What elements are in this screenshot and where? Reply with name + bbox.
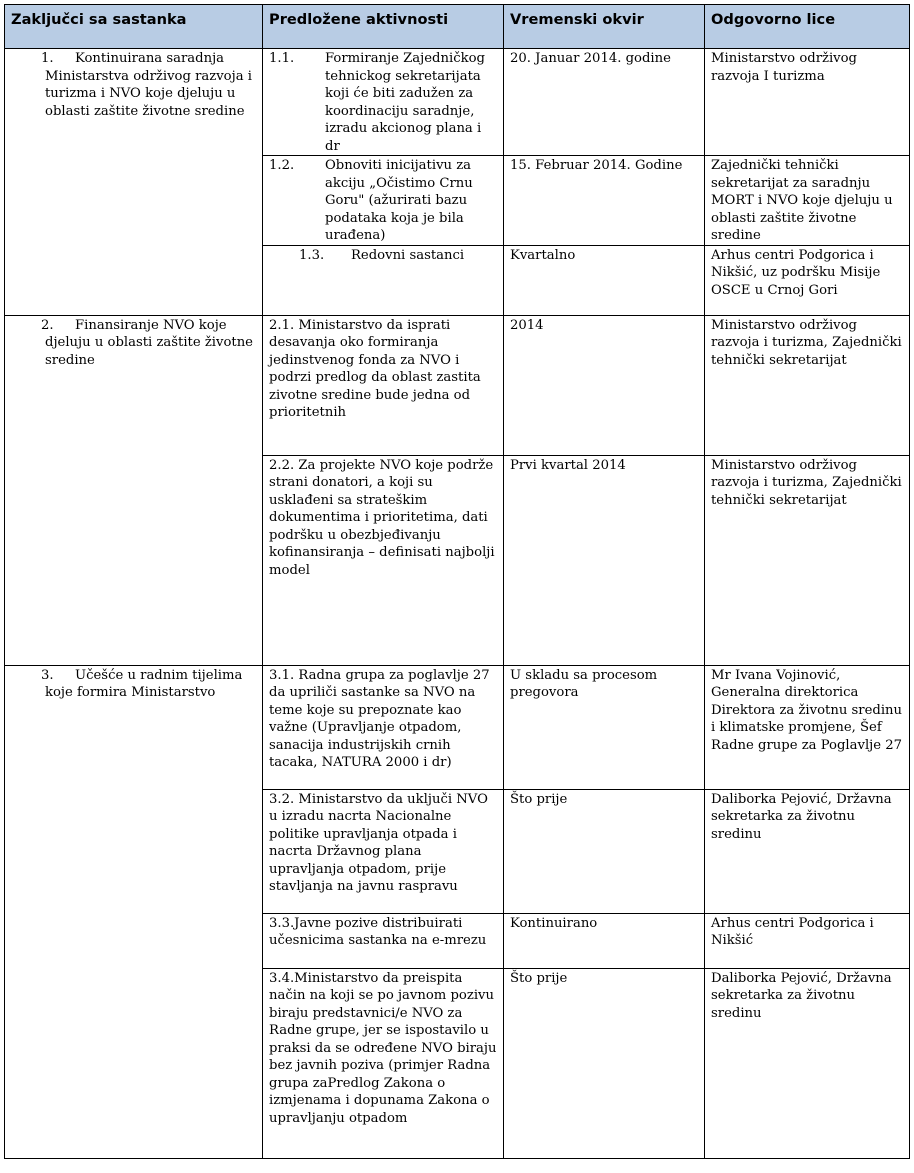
conclusion-number: 1. [41,51,54,66]
activity-cell [263,49,504,156]
timeframe-cell: 20. Januar 2014. godine [504,49,705,156]
responsible-cell: Daliborka Pejović, Državna sekretarka za životnu sredinu [705,968,910,1158]
header-responsible: Odgovorno lice [705,5,910,49]
activity-cell: 3.3.Javne pozive distribuirati učesnicima sastanka na e-mrezu [263,913,504,968]
responsible-cell: Ministarstvo održivog razvoja i turizma, Zajednički tehnički sekretarijat [705,315,910,455]
activity-cell: 3.2. Ministarstvo da uključi NVO u izradu nacrta Nacionalne politike upravljanja otpada i nacrta Državnog plana upravljanja otpadom, prije stavljanja na javnu raspravu [263,789,504,913]
activity-number: 1.3. [299,247,325,263]
timeframe-cell: Prvi kvartal 2014 [504,455,705,665]
responsible-cell: Ministarstvo održivog razvoja i turizma, Zajednički tehnički sekretarijat [705,455,910,665]
conclusion-text: Učešće u radnim tijelima koje formira Ministarstvo [45,667,243,700]
responsible-cell: Arhus centri Podgorica i Nikšić, uz podršku Misije OSCE u Crnoj Gori [705,245,910,315]
activity-cell [263,156,504,246]
timeframe-cell: Što prije [504,968,705,1158]
timeframe-cell: Što prije [504,789,705,913]
responsible-cell: Daliborka Pejović, Državna sekretarka za životnu sredinu [705,789,910,913]
timeframe-cell: Kontinuirano [504,913,705,968]
table-header-row [5,5,910,49]
timeframe-cell: U skladu sa procesom pregovora [504,665,705,789]
activity-cell: 2.2. Za projekte NVO koje podrže strani donatori, a koji su usklađeni sa strateškim dokumentima i prioritetima, dati podršku u obezbjeđivanju kofinansiranja – definisati najbolji model [263,455,504,665]
responsible-cell: Zajednički tehnički sekretarijat za saradnju MORT i NVO koje djeluju u oblasti zaštite životne sredine [705,156,910,246]
responsible-cell: Arhus centri Podgorica i Nikšić [705,913,910,968]
activity-text: Formiranje Zajedničkog tehnickog sekretarijata koji će biti zadužen za koordinaciju saradnje, izradu akcionog plana i dr [325,51,485,154]
timeframe-cell: 2014 [504,315,705,455]
conclusions-table [4,4,910,1159]
conclusion-cell [5,315,263,665]
activity-text: Obnoviti inicijativu za akciju „Očistimo Crnu Goru" (ažurirati bazu podataka koja je bila urađena) [325,158,473,243]
header-activities: Predložene aktivnosti [263,5,504,49]
responsible-cell: Ministarstvo održivog razvoja I turizma [705,49,910,156]
conclusion-number: 2. [41,317,54,333]
activity-number: 1.2. [269,158,295,173]
conclusion-text: Finansiranje NVO koje djeluju u oblasti zaštite životne sredine [45,317,253,368]
activity-cell: 2.1. Ministarstvo da isprati desavanja oko formiranja jedinstvenog fonda za NVO i podrzi predlog da oblast zastita zivotne sredine bude jedna od prioritetnih [263,315,504,455]
conclusion-cell [5,665,263,1158]
header-timeframe: Vremenski okvir [504,5,705,49]
conclusion-number: 3. [41,667,54,683]
activity-cell: 3.1. Radna grupa za poglavlje 27 da upriliči sastanke sa NVO na teme koje su prepoznate kao važne (Upravljanje otpadom, sanacija industrijskih crnih tacaka, NATURA 2000 i dr) [263,665,504,789]
activity-text: Redovni sastanci [351,247,465,263]
conclusion-cell [5,49,263,316]
table-row [5,49,910,156]
conclusion-text: Kontinuirana saradnja Ministarstva održivog razvoja i turizma i NVO koje djeluju u oblasti zaštite životne sredine [45,51,252,119]
responsible-cell: Mr Ivana Vojinović, Generalna direktorica Direktora za životnu sredinu i klimatske promjene, Šef Radne grupe za Poglavlje 27 [705,665,910,789]
timeframe-cell: Kvartalno [504,245,705,315]
header-conclusions: Zaključci sa sastanka [5,5,263,49]
timeframe-cell: 15. Februar 2014. Godine [504,156,705,246]
activity-cell [263,245,504,315]
activity-cell: 3.4.Ministarstvo da preispita način na koji se po javnom pozivu biraju predstavnici/e NVO za Radne grupe, jer se ispostavilo u praksi da se određene NVO biraju bez javnih poziva (primjer Radna grupa zaPredlog Zakona o izmjenama i dopunama Zakona o upravljanju otpadom [263,968,504,1158]
table-row [5,665,910,789]
table-row [5,315,910,455]
activity-number: 1.1. [269,51,295,66]
